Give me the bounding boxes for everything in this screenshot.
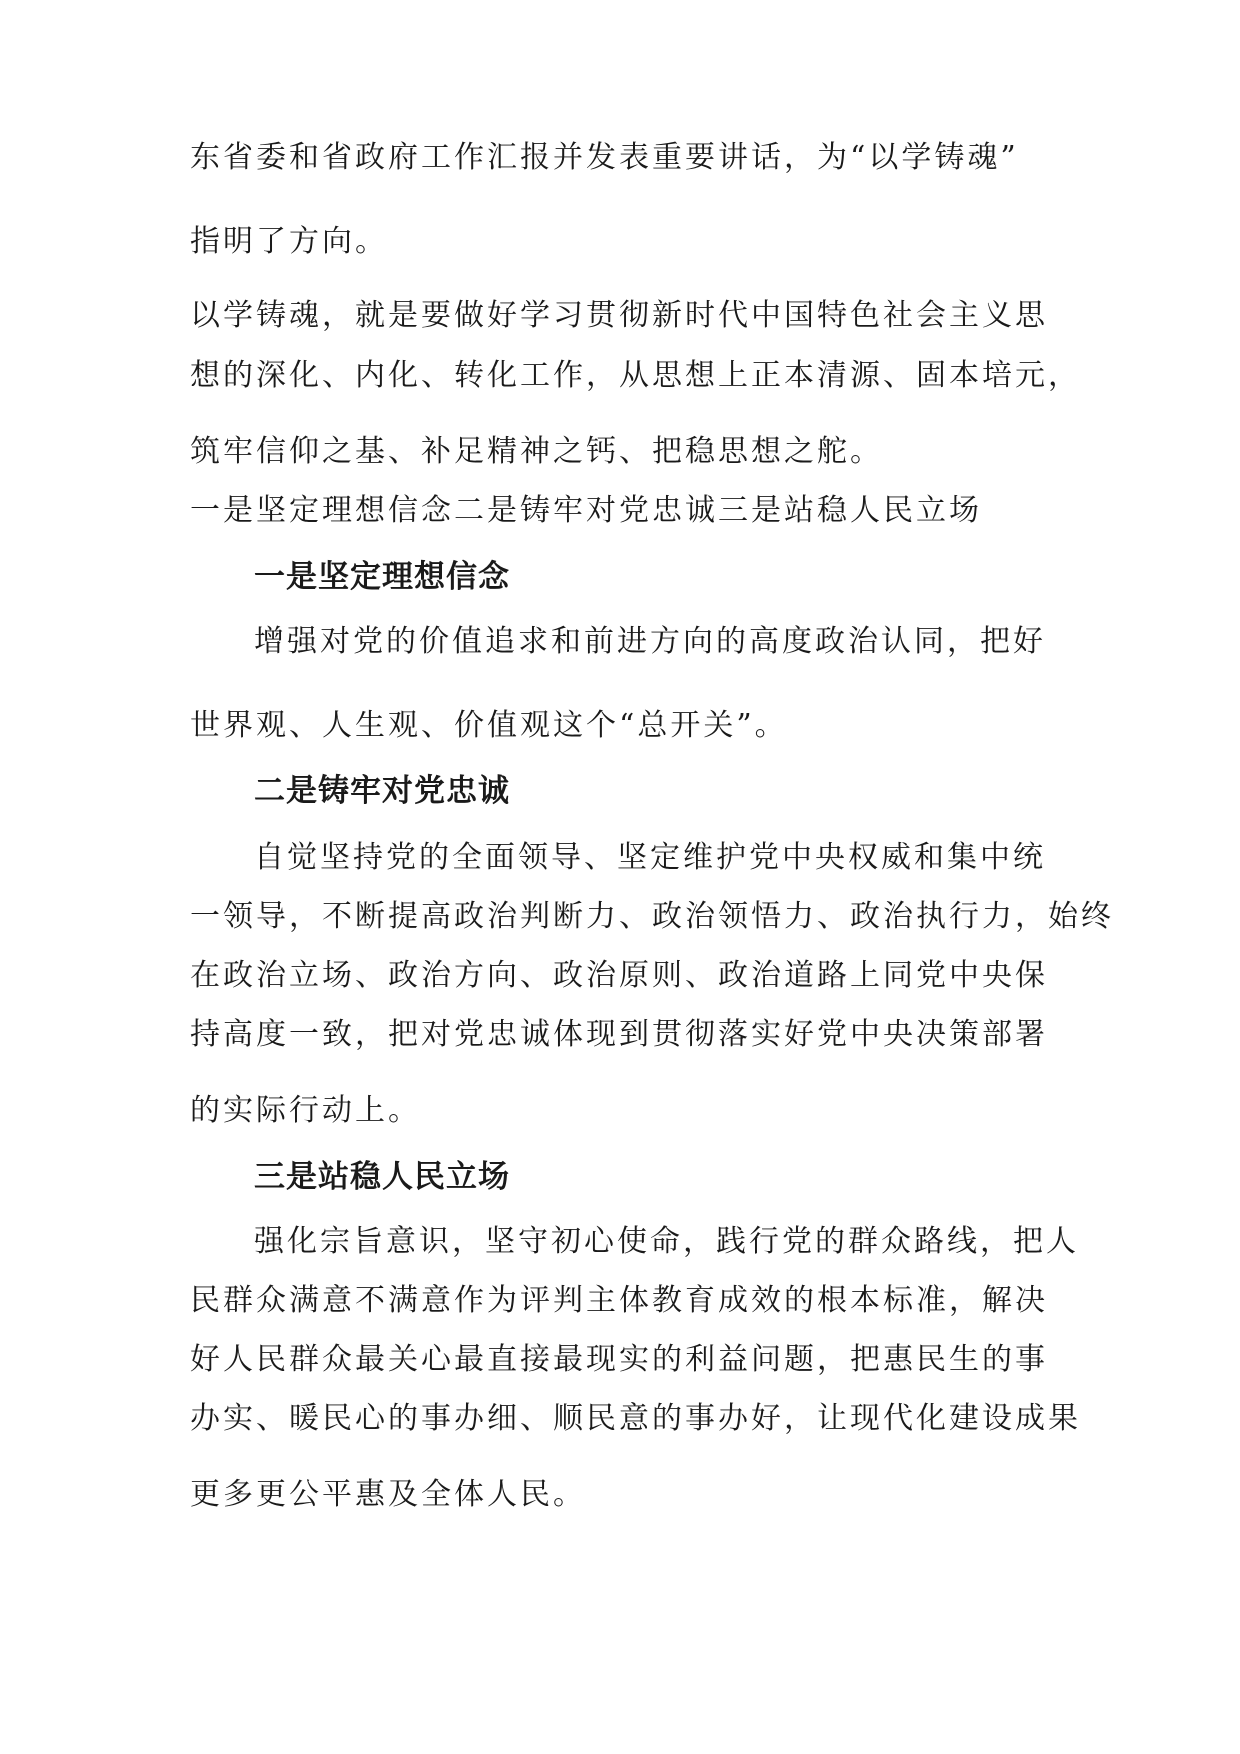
outline-line: 一是坚定理想信念二是铸牢对党忠诚三是站稳人民立场: [190, 493, 982, 528]
section-2-line-4: 持高度一致，把对党忠诚体现到贯彻落实好党中央决策部署: [190, 1017, 1048, 1052]
section-3-line-1: 强化宗旨意识，坚守初心使命，践行党的群众路线，把人: [254, 1224, 1079, 1259]
section-2-line-2: 一领导，不断提高政治判断力、政治领悟力、政治执行力，始终: [190, 899, 1114, 934]
section-heading-1: 一是坚定理想信念: [254, 559, 510, 595]
summary-line-3: 筑牢信仰之基、补足精神之钙、把稳思想之舵。: [190, 434, 883, 469]
section-heading-2: 二是铸牢对党忠诚: [254, 773, 510, 809]
section-1-line-2: 世界观、人生观、价值观这个“总开关”。: [190, 708, 788, 743]
summary-line-1: 以学铸魂，就是要做好学习贯彻新时代中国特色社会主义思: [190, 298, 1048, 333]
section-2-line-3: 在政治立场、政治方向、政治原则、政治道路上同党中央保: [190, 958, 1048, 993]
summary-line-2: 想的深化、内化、转化工作，从思想上正本清源、固本培元，: [190, 358, 1081, 393]
section-1-line-1: 增强对党的价值追求和前进方向的高度政治认同，把好: [254, 624, 1046, 659]
section-heading-3: 三是站稳人民立场: [254, 1159, 510, 1195]
section-3-line-4: 办实、暖民心的事办细、顺民意的事办好，让现代化建设成果: [190, 1401, 1081, 1436]
section-3-line-3: 好人民群众最关心最直接最现实的利益问题，把惠民生的事: [190, 1342, 1048, 1377]
intro-line-2: 指明了方向。: [190, 224, 388, 259]
section-2-line-1: 自觉坚持党的全面领导、坚定维护党中央权威和集中统: [254, 840, 1046, 875]
intro-line-1: 东省委和省政府工作汇报并发表重要讲话，为“以学铸魂”: [190, 140, 1019, 175]
section-3-line-5: 更多更公平惠及全体人民。: [190, 1477, 586, 1512]
section-2-line-5: 的实际行动上。: [190, 1093, 421, 1128]
section-3-line-2: 民群众满意不满意作为评判主体教育成效的根本标准，解决: [190, 1283, 1048, 1318]
